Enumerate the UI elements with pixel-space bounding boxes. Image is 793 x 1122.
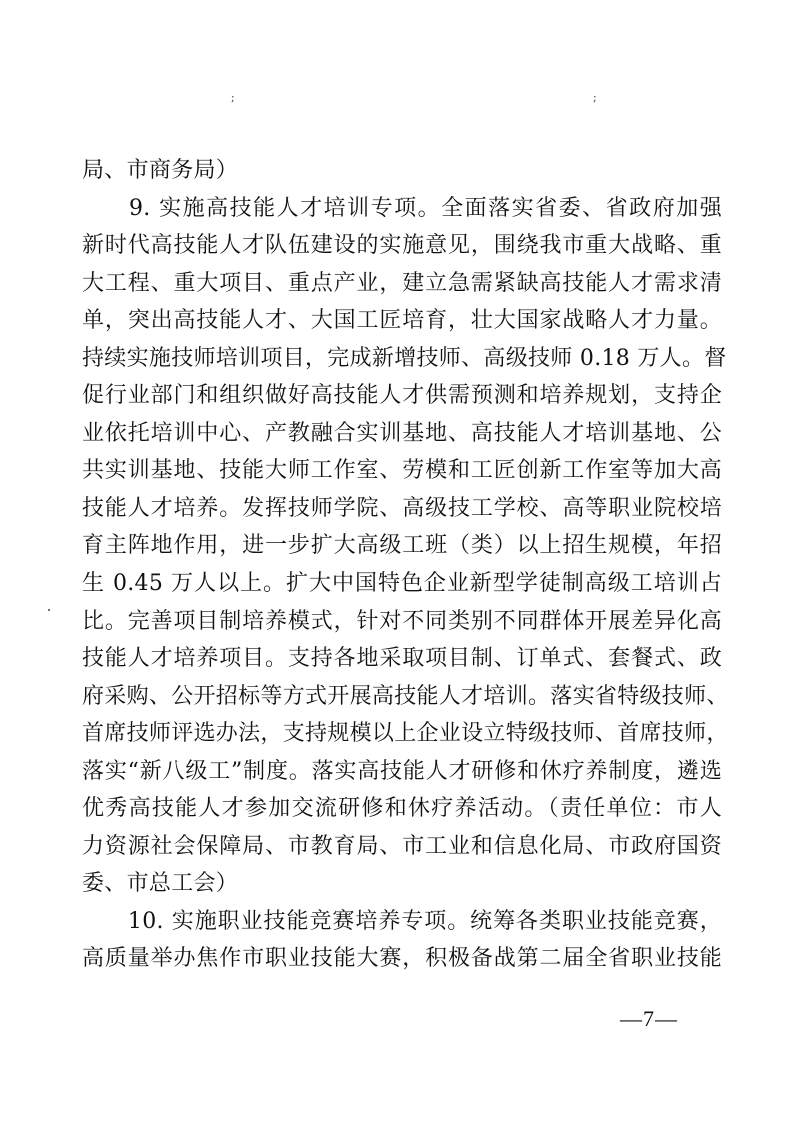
header-mark-left: ;: [231, 91, 235, 104]
text-line: 技能人才培养。发挥技师学院、高级技工学校、高等职业院校培: [82, 495, 722, 521]
text-line: 落实“新八级工”制度。落实高技能人才研修和休疗养制度，遴选: [82, 758, 722, 784]
header-mark-right: ;: [593, 91, 597, 104]
text-line: 新时代高技能人才队伍建设的实施意见，围绕我市重大战略、重: [82, 233, 722, 259]
margin-speck: [48, 609, 50, 611]
text-line: 9. 实施高技能人才培训专项。全面落实省委、省政府加强: [82, 195, 722, 221]
text-line: 力资源社会保障局、市教育局、市工业和信息化局、市政府国资: [82, 833, 722, 859]
text-line: 生 0.45 万人以上。扩大中国特色企业新型学徒制高级工培训占: [82, 571, 722, 597]
text-line: 业依托培训中心、产教融合实训基地、高技能人才培训基地、公: [82, 420, 722, 446]
text-line: 大工程、重大项目、重点产业，建立急需紧缺高技能人才需求清: [82, 270, 722, 296]
text-line: 高质量举办焦作市职业技能大赛，积极备战第二届全省职业技能: [82, 946, 722, 972]
text-line: 府采购、公开招标等方式开展高技能人才培训。落实省特级技师、: [82, 683, 729, 709]
paragraph-continuation: [82, 152, 722, 190]
text-line: 首席技师评选办法，支持规模以上企业设立特级技师、首席技师，: [82, 721, 729, 747]
paragraph-item-10: [82, 903, 722, 978]
text-line: 优秀高技能人才参加交流研修和休疗养活动。（责任单位：市人: [82, 796, 722, 822]
text-line: 持续实施技师培训项目，完成新增技师、高级技师 0.18 万人。督: [82, 345, 727, 371]
text-line: 促行业部门和组织做好高技能人才供需预测和培养规划，支持企: [82, 383, 722, 409]
text-line: 单，突出高技能人才、大国工匠培育，壮大国家战略人才力量。: [82, 308, 722, 334]
text-line: 技能人才培养项目。支持各地采取项目制、订单式、套餐式、政: [82, 646, 722, 672]
text-line: 共实训基地、技能大师工作室、劳模和工匠创新工作室等加大高: [82, 458, 722, 484]
paragraph-item-9: [82, 190, 729, 903]
text-line: 育主阵地作用，进一步扩大高级工班（类）以上招生规模，年招: [82, 533, 722, 559]
text-line: 10. 实施职业技能竞赛培养专项。统筹各类职业技能竞赛，: [82, 908, 722, 934]
text-line: 局、市商务局）: [82, 158, 239, 183]
text-line: 比。完善项目制培养模式，针对不同类别不同群体开展差异化高: [82, 608, 722, 634]
body-text: [82, 152, 729, 978]
page-number: —7—: [620, 1006, 678, 1031]
text-line: 委、市总工会）: [82, 871, 239, 897]
